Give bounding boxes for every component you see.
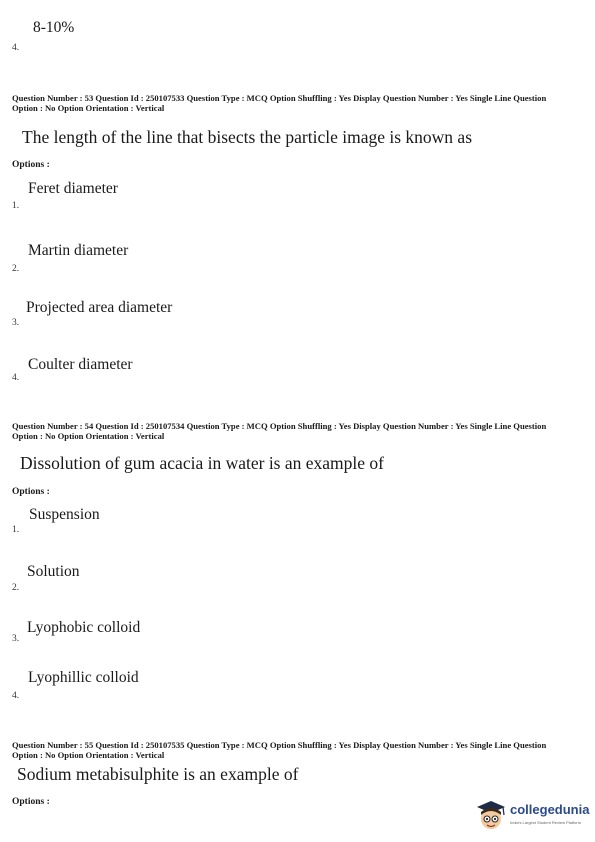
option-text: Martin diameter bbox=[28, 242, 129, 259]
option-number: 3. bbox=[12, 318, 20, 328]
option-number: 4. bbox=[12, 43, 20, 53]
option-text: Solution bbox=[27, 563, 80, 580]
option-number: 2. bbox=[12, 264, 20, 274]
question-text: Sodium metabisulphite is an example of bbox=[17, 764, 299, 784]
option-text: Lyophobic colloid bbox=[27, 619, 141, 636]
option-text: Coulter diameter bbox=[28, 356, 133, 373]
question-text: Dissolution of gum acacia in water is an example of bbox=[20, 453, 384, 473]
option-number: 1. bbox=[12, 201, 20, 211]
collegedunia-logo bbox=[474, 798, 592, 834]
options-label: Options : bbox=[12, 797, 50, 807]
option-text: Lyophillic colloid bbox=[28, 669, 139, 686]
option-number: 4. bbox=[12, 691, 20, 701]
logo-tagline: India's Largest Student Review Platform bbox=[510, 820, 582, 825]
option-text: Feret diameter bbox=[28, 180, 118, 197]
options-label: Options : bbox=[12, 487, 50, 497]
options-label: Options : bbox=[12, 160, 50, 170]
logo-wordmark: collegedunia bbox=[510, 802, 590, 817]
question-header: Question Number : 53 Question Id : 250107533 Question Type : MCQ Option Shuffling : Yes Display Question Number : Yes Single Line Question Option : No Option Orientation : Vertical bbox=[12, 93, 547, 113]
option-text: 8-10% bbox=[33, 19, 75, 36]
question-text: The length of the line that bisects the particle image is known as bbox=[22, 127, 473, 147]
question-header: Question Number : 55 Question Id : 250107535 Question Type : MCQ Option Shuffling : Yes Display Question Number : Yes Single Line Question Option : No Option Orientation : Vertical bbox=[12, 740, 547, 760]
option-number: 3. bbox=[12, 634, 20, 644]
option-number: 2. bbox=[12, 583, 20, 593]
option-text: Projected area diameter bbox=[26, 299, 173, 316]
question-header: Question Number : 54 Question Id : 250107534 Question Type : MCQ Option Shuffling : Yes Display Question Number : Yes Single Line Question Option : No Option Orientation : Vertical bbox=[12, 421, 547, 441]
option-number: 1. bbox=[12, 525, 20, 535]
mascot-icon bbox=[474, 798, 508, 834]
option-text: Suspension bbox=[29, 506, 100, 523]
option-number: 4. bbox=[12, 373, 20, 383]
